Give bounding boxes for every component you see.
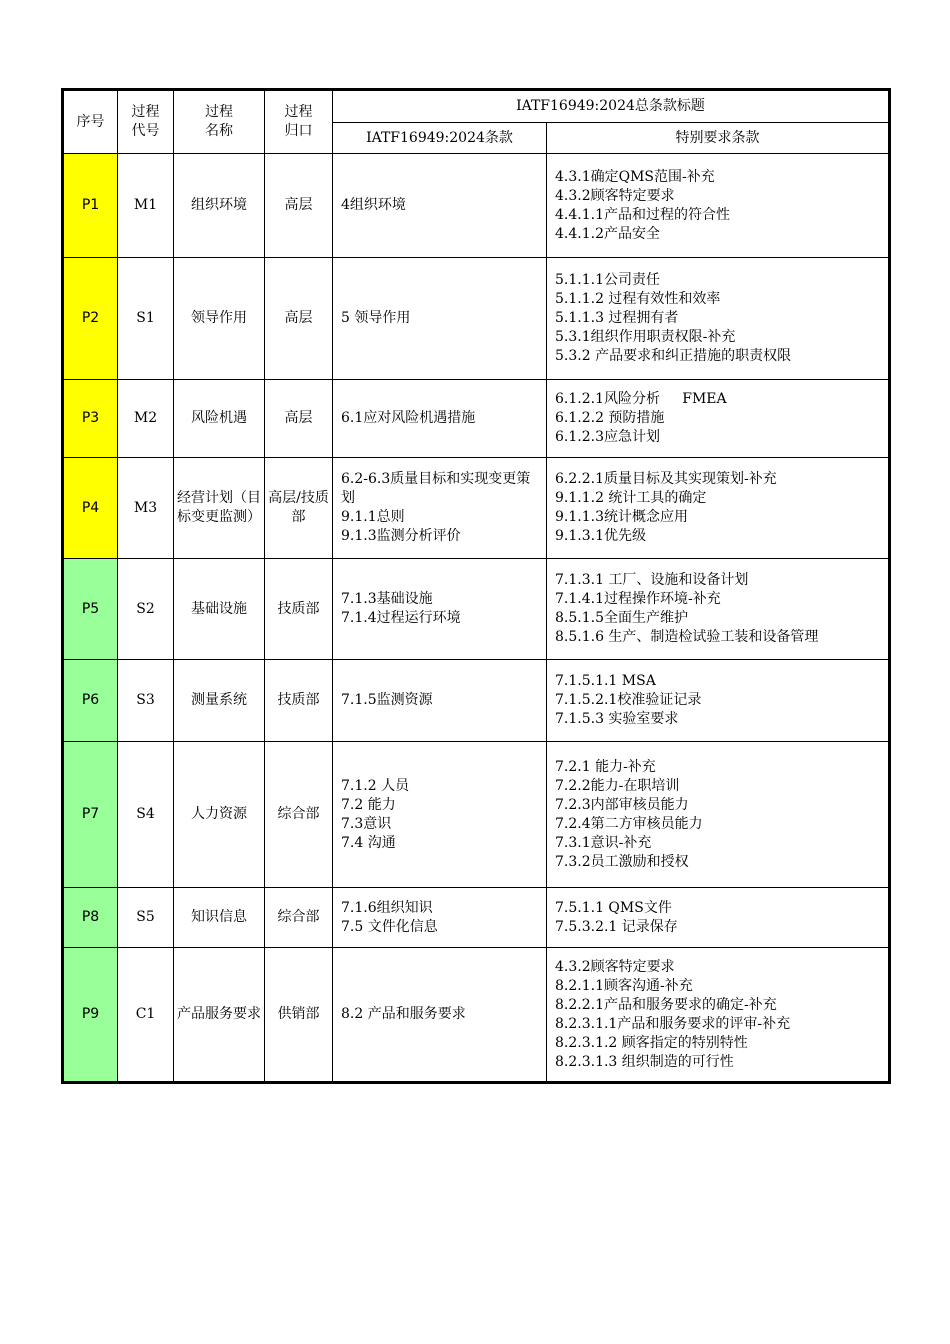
special-clause-cell xyxy=(547,948,890,1083)
process-name: 产品服务要求 xyxy=(174,948,265,1083)
process-owner: 高层 xyxy=(265,380,333,458)
header-group-title: IATF16949:2024总条款标题 xyxy=(333,90,890,123)
special-clause-line: 6.1.2.1风险分析 FMEA xyxy=(555,391,727,407)
clause-line: 7.3意识 xyxy=(341,815,392,832)
special-clause-line: 5.1.1.2 过程有效性和效率 xyxy=(555,291,721,307)
process-owner: 技质部 xyxy=(265,559,333,660)
clause-line: 9.1.3监测分析评价 xyxy=(341,528,461,544)
special-clause-line: 5.3.1组织作用职责权限-补充 xyxy=(555,329,736,345)
special-clause-line: 7.3.2员工激励和授权 xyxy=(555,853,689,870)
iatf-clause-cell xyxy=(333,888,547,948)
special-clause-line: 4.3.1确定QMS范围-补充 xyxy=(555,168,715,185)
special-clause-line: 6.1.2.3应急计划 xyxy=(555,429,660,445)
special-clause-line: 7.3.1意识-补充 xyxy=(555,834,652,851)
clause-line: 4组织环境 xyxy=(341,197,406,213)
special-clause-line: 4.3.2顾客特定要求 xyxy=(555,958,675,975)
header-clause: IATF16949:2024条款 xyxy=(333,123,547,154)
process-owner: 技质部 xyxy=(265,660,333,742)
process-seq: P6 xyxy=(63,660,118,742)
process-name: 经营计划（目标变更监测） xyxy=(174,458,265,559)
special-clause-line: 8.2.3.1.3 组织制造的可行性 xyxy=(555,1053,734,1070)
table-row xyxy=(63,154,890,258)
clause-line: 7.1.2 人员 xyxy=(341,777,410,794)
special-clause-line: 8.2.1.1顾客沟通-补充 xyxy=(555,977,693,994)
process-seq: P8 xyxy=(63,888,118,948)
process-code: M2 xyxy=(118,380,174,458)
process-seq: P7 xyxy=(63,742,118,888)
process-code: S4 xyxy=(118,742,174,888)
special-clause-line: 8.2.2.1产品和服务要求的确定-补充 xyxy=(555,996,777,1013)
clause-line: 7.2 能力 xyxy=(341,796,396,813)
special-clause-line: 7.2.2能力-在职培训 xyxy=(555,777,680,794)
special-clause-line: 7.1.3.1 工厂、设施和设备计划 xyxy=(555,572,749,588)
special-clause-cell xyxy=(547,154,890,258)
special-clause-line: 5.3.2 产品要求和纠正措施的职责权限 xyxy=(555,348,792,364)
process-owner: 综合部 xyxy=(265,742,333,888)
process-owner: 供销部 xyxy=(265,948,333,1083)
special-clause-cell xyxy=(547,458,890,559)
process-code: S1 xyxy=(118,258,174,380)
process-code: S3 xyxy=(118,660,174,742)
clause-line: 7.1.3基础设施 xyxy=(341,591,433,607)
header-code: 过程代号 xyxy=(118,90,174,154)
header-special: 特别要求条款 xyxy=(547,123,890,154)
special-clause-line: 4.4.1.2产品安全 xyxy=(555,225,660,242)
table-row xyxy=(63,458,890,559)
iatf-clause-cell xyxy=(333,154,547,258)
clause-line: 6.2-6.3质量目标和实现变更策划 xyxy=(341,471,531,506)
special-clause-cell xyxy=(547,258,890,380)
clause-line: 8.2 产品和服务要求 xyxy=(341,1006,466,1022)
process-code: M3 xyxy=(118,458,174,559)
header-owner: 过程归口 xyxy=(265,90,333,154)
special-clause-line: 7.1.5.1.1 MSA xyxy=(555,673,656,689)
special-clause-cell xyxy=(547,888,890,948)
header-seq: 序号 xyxy=(63,90,118,154)
process-code: C1 xyxy=(118,948,174,1083)
process-seq: P5 xyxy=(63,559,118,660)
special-clause-line: 8.2.3.1.2 顾客指定的特别特性 xyxy=(555,1034,748,1051)
special-clause-line: 7.1.5.3 实验室要求 xyxy=(555,711,679,727)
special-clause-line: 7.5.3.2.1 记录保存 xyxy=(555,918,678,935)
special-clause-line: 8.5.1.6 生产、制造检试验工装和设备管理 xyxy=(555,629,819,645)
process-name: 组织环境 xyxy=(174,154,265,258)
process-name: 风险机遇 xyxy=(174,380,265,458)
process-seq: P1 xyxy=(63,154,118,258)
clause-line: 7.1.6组织知识 xyxy=(341,899,433,916)
process-name: 基础设施 xyxy=(174,559,265,660)
iatf-clause-cell xyxy=(333,380,547,458)
special-clause-cell xyxy=(547,742,890,888)
process-code: M1 xyxy=(118,154,174,258)
table-row xyxy=(63,380,890,458)
special-clause-line: 7.2.4第二方审核员能力 xyxy=(555,815,703,832)
clause-line: 7.1.4过程运行环境 xyxy=(341,610,461,626)
process-owner: 高层/技质部 xyxy=(265,458,333,559)
special-clause-line: 7.1.5.2.1校准验证记录 xyxy=(555,692,702,708)
special-clause-line: 8.5.1.5全面生产维护 xyxy=(555,610,688,626)
process-seq: P4 xyxy=(63,458,118,559)
clause-line: 9.1.1总则 xyxy=(341,509,405,525)
process-seq: P2 xyxy=(63,258,118,380)
special-clause-line: 7.2.1 能力-补充 xyxy=(555,758,656,775)
process-owner: 综合部 xyxy=(265,888,333,948)
special-clause-line: 4.3.2顾客特定要求 xyxy=(555,187,675,204)
special-clause-line: 6.2.2.1质量目标及其实现策划-补充 xyxy=(555,471,777,487)
special-clause-line: 7.1.4.1过程操作环境-补充 xyxy=(555,591,721,607)
table-row xyxy=(63,948,890,1083)
process-owner: 高层 xyxy=(265,154,333,258)
table-row xyxy=(63,258,890,380)
iatf-clause-cell xyxy=(333,742,547,888)
special-clause-line: 6.1.2.2 预防措施 xyxy=(555,410,665,426)
special-clause-line: 9.1.1.3统计概念应用 xyxy=(555,509,688,525)
special-clause-line: 7.2.3内部审核员能力 xyxy=(555,796,689,813)
special-clause-line: 7.5.1.1 QMS文件 xyxy=(555,899,672,916)
iatf-clause-cell xyxy=(333,660,547,742)
iatf-clause-cell xyxy=(333,258,547,380)
process-code: S5 xyxy=(118,888,174,948)
special-clause-line: 4.4.1.1产品和过程的符合性 xyxy=(555,206,730,223)
process-matrix-table xyxy=(61,88,891,1084)
table-row xyxy=(63,888,890,948)
table-row xyxy=(63,559,890,660)
iatf-clause-cell xyxy=(333,458,547,559)
iatf-clause-cell xyxy=(333,559,547,660)
matrix-body xyxy=(63,154,890,1083)
process-name: 人力资源 xyxy=(174,742,265,888)
process-name: 测量系统 xyxy=(174,660,265,742)
special-clause-cell xyxy=(547,380,890,458)
special-clause-cell xyxy=(547,660,890,742)
process-name: 领导作用 xyxy=(174,258,265,380)
header-name: 过程名称 xyxy=(174,90,265,154)
process-code: S2 xyxy=(118,559,174,660)
process-owner: 高层 xyxy=(265,258,333,380)
clause-line: 5 领导作用 xyxy=(341,310,411,326)
iatf-clause-cell xyxy=(333,948,547,1083)
clause-line: 7.1.5监测资源 xyxy=(341,692,433,708)
special-clause-line: 9.1.1.2 统计工具的确定 xyxy=(555,490,707,506)
process-name: 知识信息 xyxy=(174,888,265,948)
special-clause-line: 5.1.1.1公司责任 xyxy=(555,272,660,288)
clause-line: 7.4 沟通 xyxy=(341,834,396,851)
special-clause-line: 5.1.1.3 过程拥有者 xyxy=(555,310,679,326)
special-clause-cell xyxy=(547,559,890,660)
table-row xyxy=(63,660,890,742)
clause-line: 7.5 文件化信息 xyxy=(341,918,438,935)
special-clause-line: 9.1.3.1优先级 xyxy=(555,528,646,544)
header-row-1 xyxy=(63,90,890,123)
special-clause-line: 8.2.3.1.1产品和服务要求的评审-补充 xyxy=(555,1015,791,1032)
process-seq: P9 xyxy=(63,948,118,1083)
clause-line: 6.1应对风险机遇措施 xyxy=(341,410,476,426)
process-seq: P3 xyxy=(63,380,118,458)
table-row xyxy=(63,742,890,888)
